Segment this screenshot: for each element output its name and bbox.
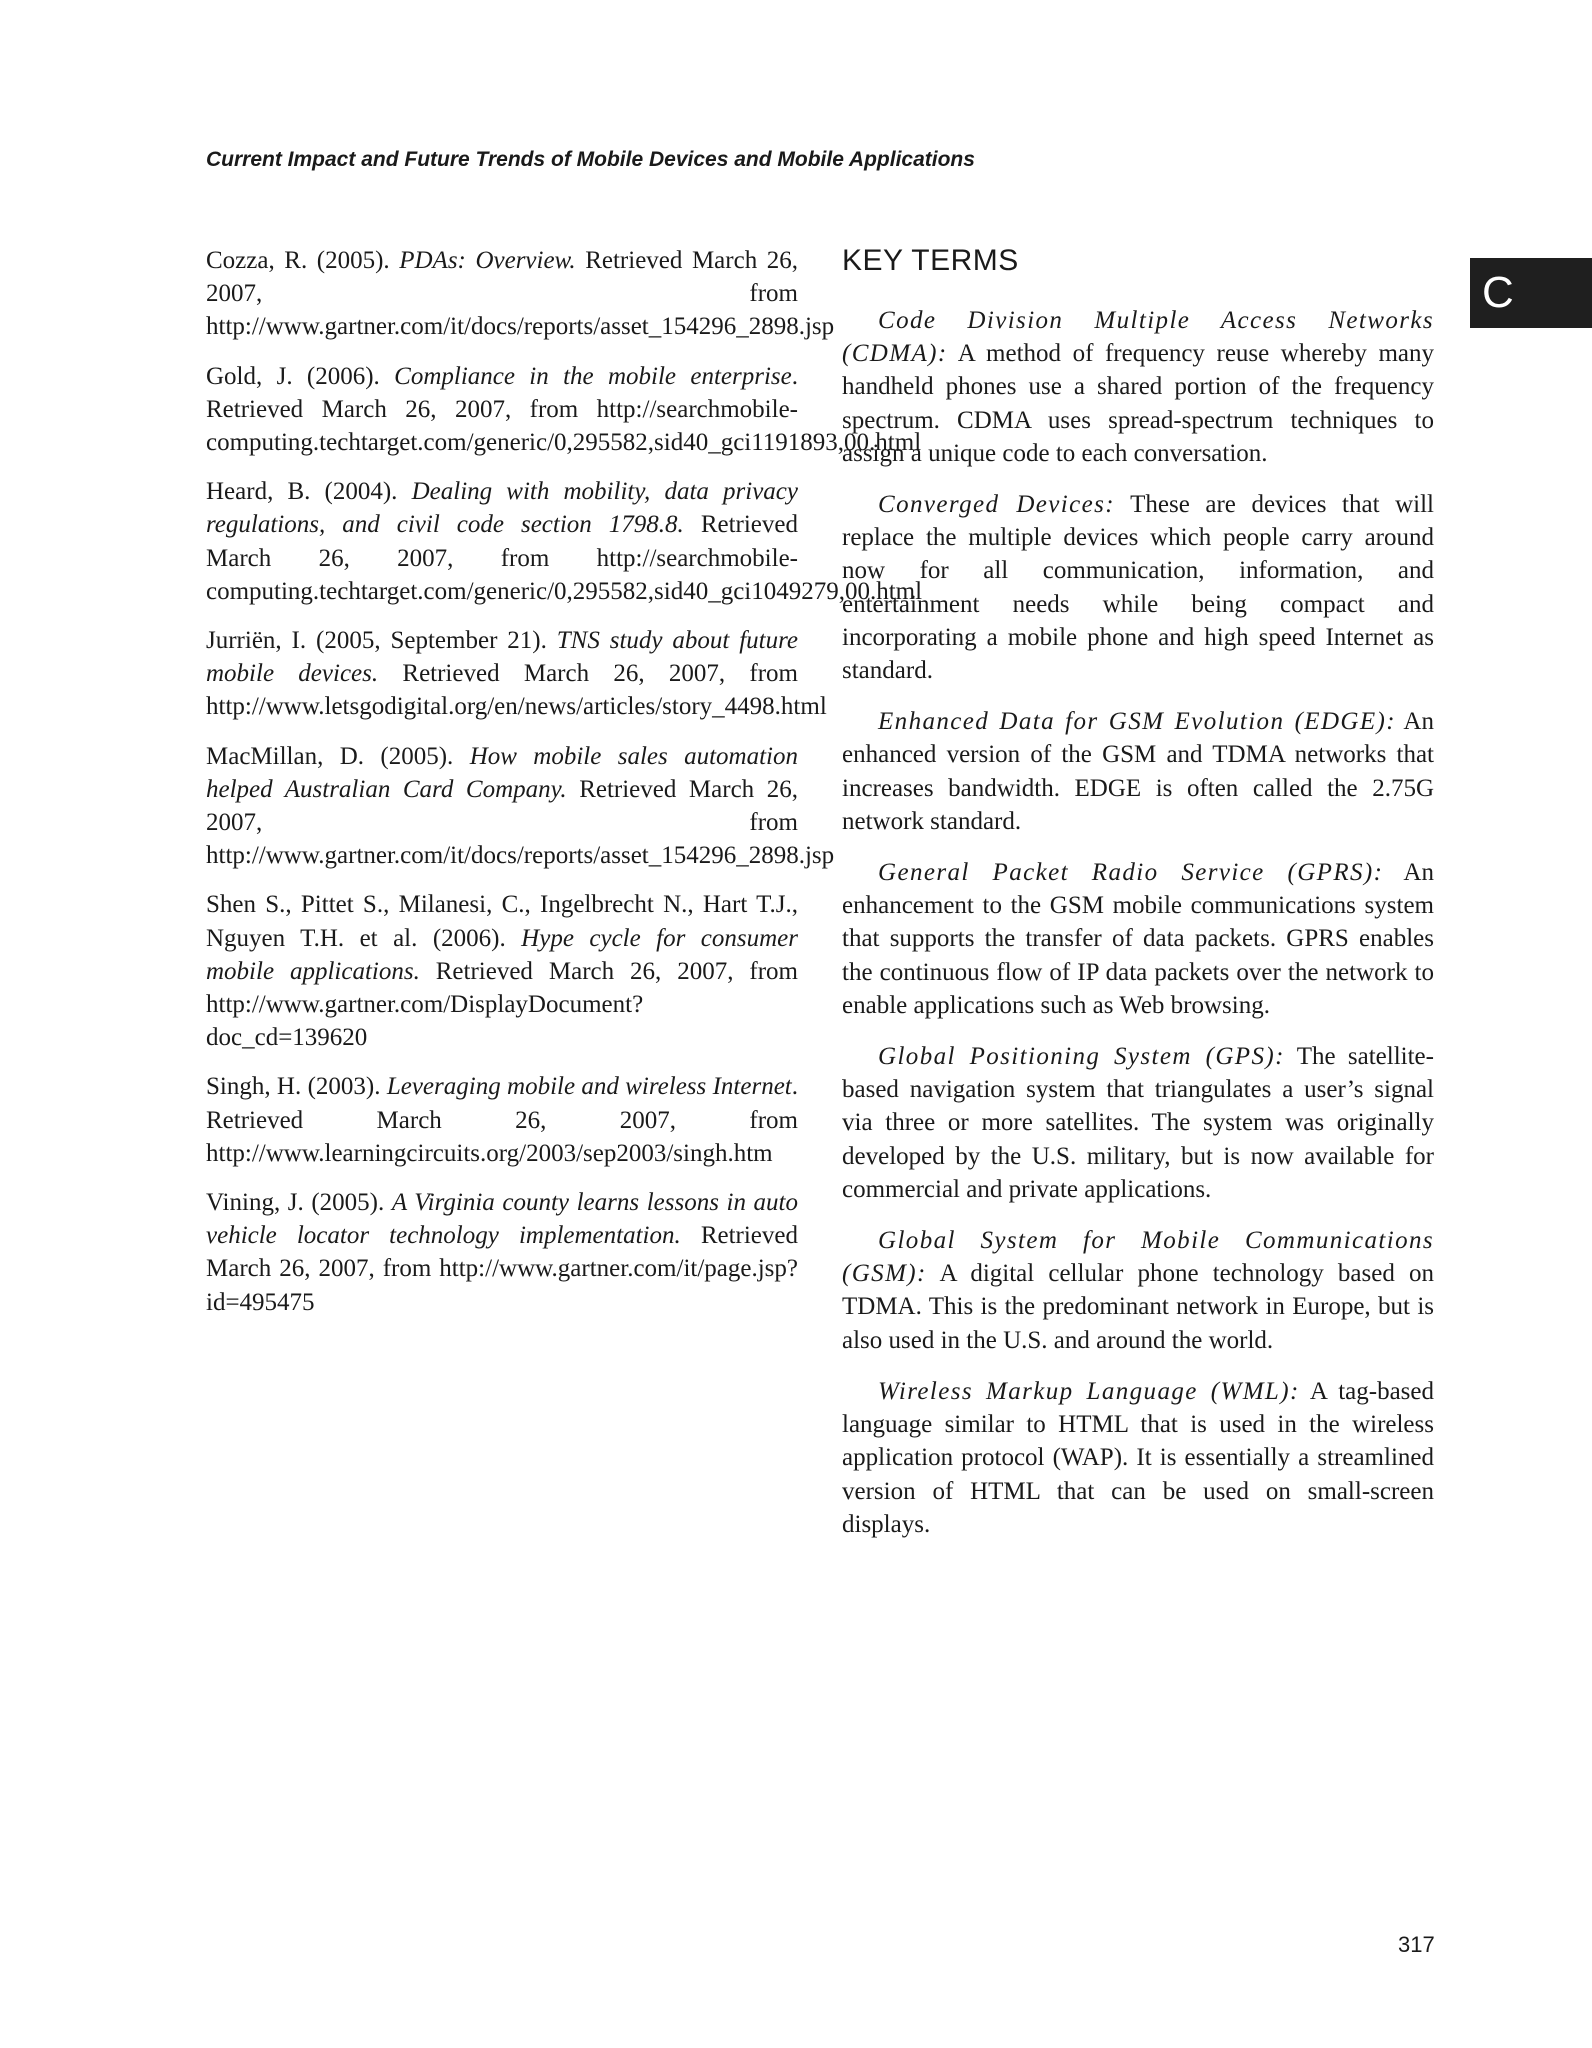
key-terms-column xyxy=(842,244,1434,1559)
reference-item: Heard, B. (2004). Dealing with mobility, data privacy regulations, and civil code section 1798.8. Retrieved March 26, 2007, from http://searchmobile-computing.techtarget.com/generic/0,295582,sid40_gci1049279,00.html xyxy=(206,478,923,605)
reference-item: MacMillan, D. (2005). How mobile sales automation helped Australian Card Company. Retrieved March 26, 2007, from http://www.gartner.com/it/docs/reports/asset_154296_2898.jsp xyxy=(206,742,835,870)
reference-item: Jurriën, I. (2005, September 21). TNS study about future mobile devices. Retrieved March 26, 2007, from http://www.letsgodigital.org/en/news/articles/story_4498.html xyxy=(206,627,827,721)
reference-item: Gold, J. (2006). Compliance in the mobile enterprise. Retrieved March 26, 2007, from http://searchmobile-computing.techtarget.com/generic/0,295582,sid40_gci1191893,00.html xyxy=(206,362,922,457)
key-term: Enhanced Data for GSM Evolution (EDGE): An enhanced version of the GSM and TDMA networks that increases bandwidth. EDGE is often called the 2.75G network standard. xyxy=(842,708,1434,835)
reference-item: Vining, J. (2005). A Virginia county learns lessons in auto vehicle locator technology implementation. Retrieved March 26, 2007, from http://www.gartner.com/it/page.jsp?id=495475 xyxy=(206,1189,799,1316)
key-term: Wireless Markup Language (WML): A tag-based language similar to HTML that is used in the wireless application protocol (WAP). It is essentially a streamlined version of HTML that can be used on small-screen displays. xyxy=(842,1377,1434,1538)
section-thumb-tab: C xyxy=(1470,258,1592,328)
key-term: General Packet Radio Service (GPRS): An enhancement to the GSM mobile communications system that supports the transfer of data packets. GPRS enables the continuous flow of IP data packets over the network to enable applications such as Web browsing. xyxy=(842,859,1434,1019)
running-title: Current Impact and Future Trends of Mobile Devices and Mobile Applications xyxy=(206,148,975,171)
key-term: Code Division Multiple Access Networks (CDMA): A method of frequency reuse whereby many handheld phones use a shared portion of the frequency spectrum. CDMA uses spread-spectrum techniques to assign a unique code to each conversation. xyxy=(842,307,1434,467)
references-column xyxy=(206,244,923,1335)
key-term: Global Positioning System (GPS): The satellite-based navigation system that triangulates a user’s signal via three or more satellites. The system was originally developed by the U.S. military, but is now available for commercial and private applications. xyxy=(842,1043,1434,1203)
reference-item: Cozza, R. (2005). PDAs: Overview. Retrieved March 26, 2007, from http://www.gartner.com/it/docs/reports/asset_154296_2898.jsp xyxy=(206,247,835,341)
key-term: Converged Devices: These are devices that will replace the multiple devices which people carry around now for all communication, information, and entertainment needs while being compact and incorporating a mobile phone and high speed Internet as standard. xyxy=(842,491,1434,685)
key-terms-heading: KEY TERMS xyxy=(842,244,1019,277)
reference-item: Singh, H. (2003). Leveraging mobile and wireless Internet. Retrieved March 26, 2007, from http://www.learningcircuits.org/2003/sep2003/singh.htm xyxy=(206,1073,798,1167)
key-term: Global System for Mobile Communications (GSM): A digital cellular phone technology based on TDMA. This is the predominant network in Europe, but is also used in the U.S. and around the world. xyxy=(842,1227,1434,1354)
page-number: 317 xyxy=(1398,1932,1435,1957)
reference-item: Shen S., Pittet S., Milanesi, C., Ingelbrecht N., Hart T.J., Nguyen T.H. et al. (2006). Hype cycle for consumer mobile applications. Retrieved March 26, 2007, from http://www.gartner.com/DisplayDocument?doc_cd=139620 xyxy=(206,891,798,1052)
